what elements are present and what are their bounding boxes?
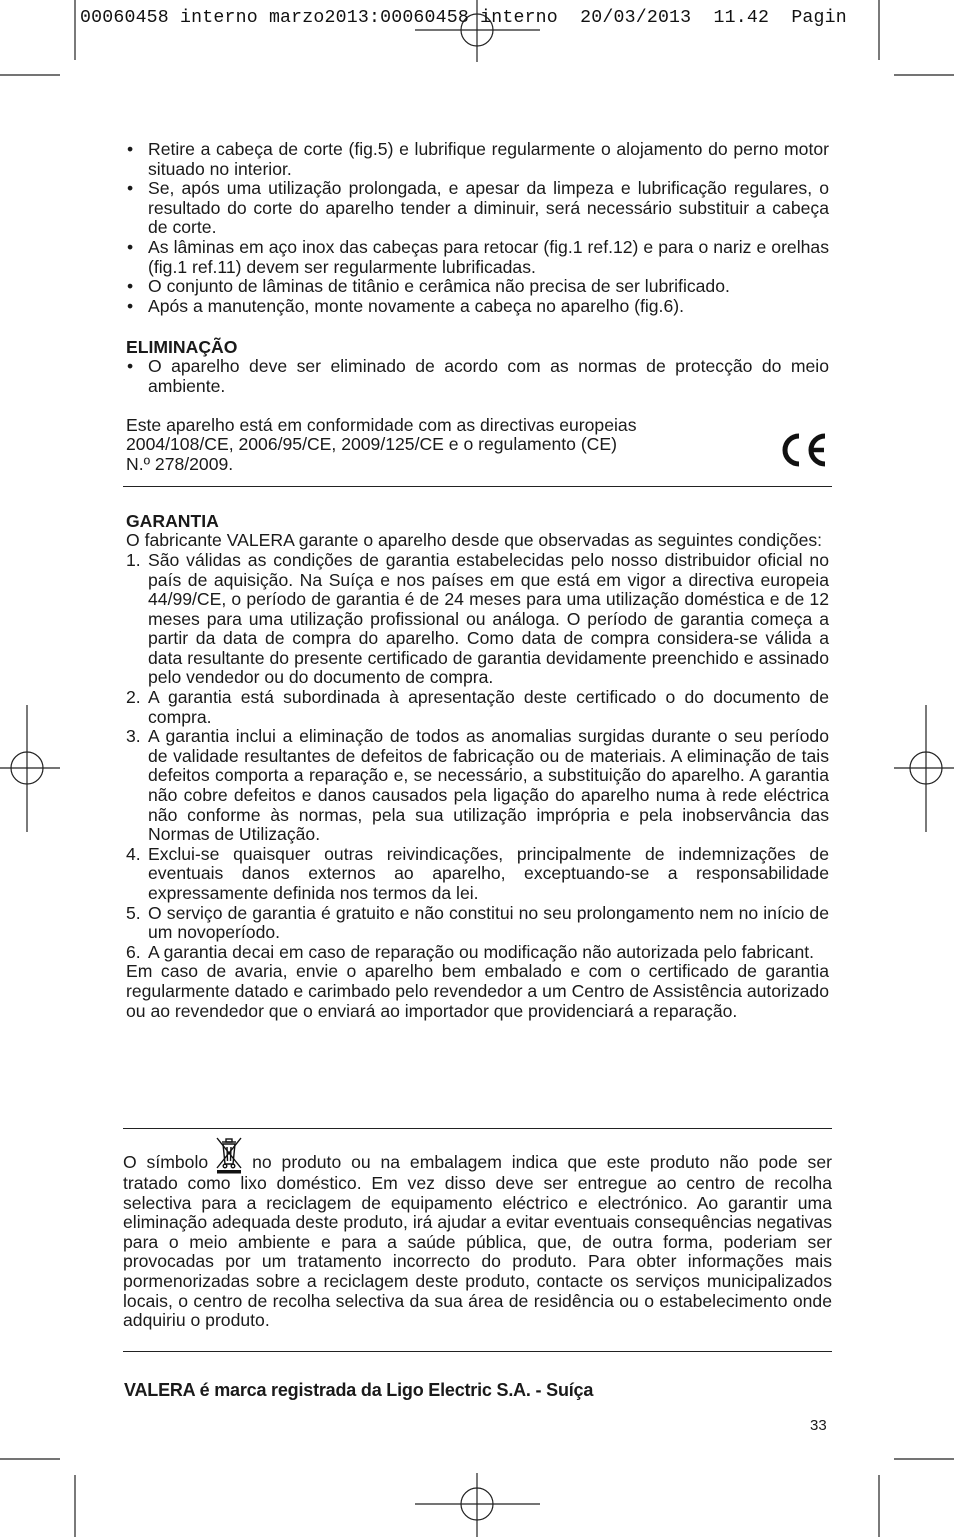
weee-text: [123, 1136, 832, 1331]
item-text: A garantia decai em caso de reparação ou modificação não autorizada pelo fabricant.: [148, 941, 815, 962]
compliance-line: 2004/108/CE, 2006/95/CE, 2009/125/CE e o regulamento (CE): [126, 434, 617, 455]
disposal-title: ELIMINAÇÃO: [126, 337, 238, 358]
compliance-line: Este aparelho está em conformidade com as directivas europeias: [126, 414, 637, 435]
item-number: 3.: [126, 726, 141, 747]
section-divider: [123, 1128, 832, 1129]
list-item: [126, 727, 829, 845]
warranty-closing: Em caso de avaria, envie o aparelho bem embalado e com o certificado de garantia regularmente datado e carimbado pelo revendedor a um Centro de Assistência autorizado ou ao revendedor que o enviará ao importador que providenciará a reparação.: [126, 961, 829, 1021]
item-number: 4.: [126, 843, 141, 864]
warranty-title: GARANTIA: [126, 511, 219, 532]
item-text: A garantia está subordinada à apresentação deste certificado o do documento de compra.: [148, 687, 829, 727]
list-item: • Retire a cabeça de corte (fig.5) e lubrifique regularmente o alojamento do perno motor situado no interior.: [126, 140, 829, 179]
item-text: A garantia inclui a eliminação de todos as anomalias surgidas durante o seu período de validade resultantes de defeitos de fabricação ou de materiais. A eliminação de tais defeitos comporta a reparação e, se necessário, a substituição do aparelho. A garantia não cobre defeitos e danos causados pela ligação do aparelho numa à rede eléctrica não conforme às normas, pela sua utilização imprópria e pela inobservância das Normas de Utilização.: [148, 726, 829, 845]
item-number: 5.: [126, 902, 141, 923]
section-divider: [123, 486, 832, 487]
list-item: [126, 551, 829, 688]
list-item: • O conjunto de lâminas de titânio e cerâmica não precisa de ser lubrificado.: [126, 277, 829, 297]
compliance-block: [126, 416, 829, 475]
weee-text-start: O símbolo: [123, 1152, 209, 1172]
trademark-notice: VALERA é marca registrada da Ligo Electric S.A. - Suíça: [124, 1380, 594, 1400]
item-number: 2.: [126, 687, 141, 708]
print-slug: 00060458 interno marzo2013:00060458 interno 20/03/2013 11.42 Pagin: [80, 8, 847, 28]
warranty-intro: O fabricante VALERA garante o aparelho desde que observadas as seguintes condições:: [126, 530, 823, 551]
item-text: São válidas as condições de garantia estabelecidas pelo nosso distribuidor oficial no país de aquisição. Na Suíça e nos países em que está em vigor a directiva europeia 44/99/CE, o período de garantia é de 24 meses para uma utilização doméstica e de 12 meses para uma utilização profissional ou análoga. O período de garantia começa a partir da data de compra do aparelho. Como data de compra considera-se válida a data resultante do presente certificado de garantia devidamente preenchido e assinado pelo vendedor ou do documento de compra.: [148, 549, 829, 688]
crossed-out-wheelie-bin-icon: [214, 1136, 244, 1174]
page-number: 33: [810, 1417, 827, 1434]
list-item: [126, 904, 829, 943]
disposal-list: [126, 357, 829, 396]
main-content: [126, 140, 829, 1021]
item-number: 1.: [126, 549, 141, 570]
maintenance-list: [126, 140, 829, 316]
item-text: Exclui-se quaisquer outras reivindicações, principalmente de indemnizações de eventuais danos externos ao aparelho, exceptuando-se a responsabilidade expressamente definida nos termos da lei.: [148, 843, 829, 903]
list-item: • Se, após uma utilização prolongada, e apesar da limpeza e lubrificação regulares, o resultado do corte do aparelho tender a diminuir, será necessário substituir a cabeça de corte.: [126, 179, 829, 238]
list-item: [126, 845, 829, 904]
list-item: [126, 943, 829, 963]
list-item: • As lâminas em aço inox das cabeças para retocar (fig.1 ref.12) e para o nariz e orelhas (fig.1 ref.11) devem ser regularmente lubrificadas.: [126, 238, 829, 277]
list-item: • Após a manutenção, monte novamente a cabeça no aparelho (fig.6).: [126, 297, 829, 317]
list-item: • O aparelho deve ser eliminado de acordo com as normas de protecção do meio ambiente.: [126, 357, 829, 396]
item-text: O serviço de garantia é gratuito e não constitui no seu prolongamento nem no início de um novoperíodo.: [148, 902, 829, 943]
compliance-line: N.º 278/2009.: [126, 453, 234, 474]
list-item: [126, 688, 829, 727]
weee-notice: [123, 1136, 832, 1331]
weee-text-rest: no produto ou na embalagem indica que este produto não pode ser tratado como lixo doméstico. Em vez disso deve ser entregue ao centro de recolha selectiva para a reciclagem de equipamento eléctrico e electrónico. Ao garantir uma eliminação adequada deste produto, irá ajudar a evitar eventuais consequências negativas para o meio ambiente e para a saúde pública, que, de outra forma, poderiam ser provocadas por um tratamento incorrecto do produto. Para obter informações mais pormenorizadas sobre a reciclagem deste produto, contacte os serviços municipalizados locais, o centro de recolha selectiva da sua área de residência ou o estabelecimento onde adquiriu o produto.: [123, 1152, 832, 1331]
ce-mark-icon: [777, 432, 829, 468]
item-number: 6.: [126, 941, 141, 962]
section-divider: [123, 1351, 832, 1352]
warranty-conditions: [126, 551, 829, 962]
